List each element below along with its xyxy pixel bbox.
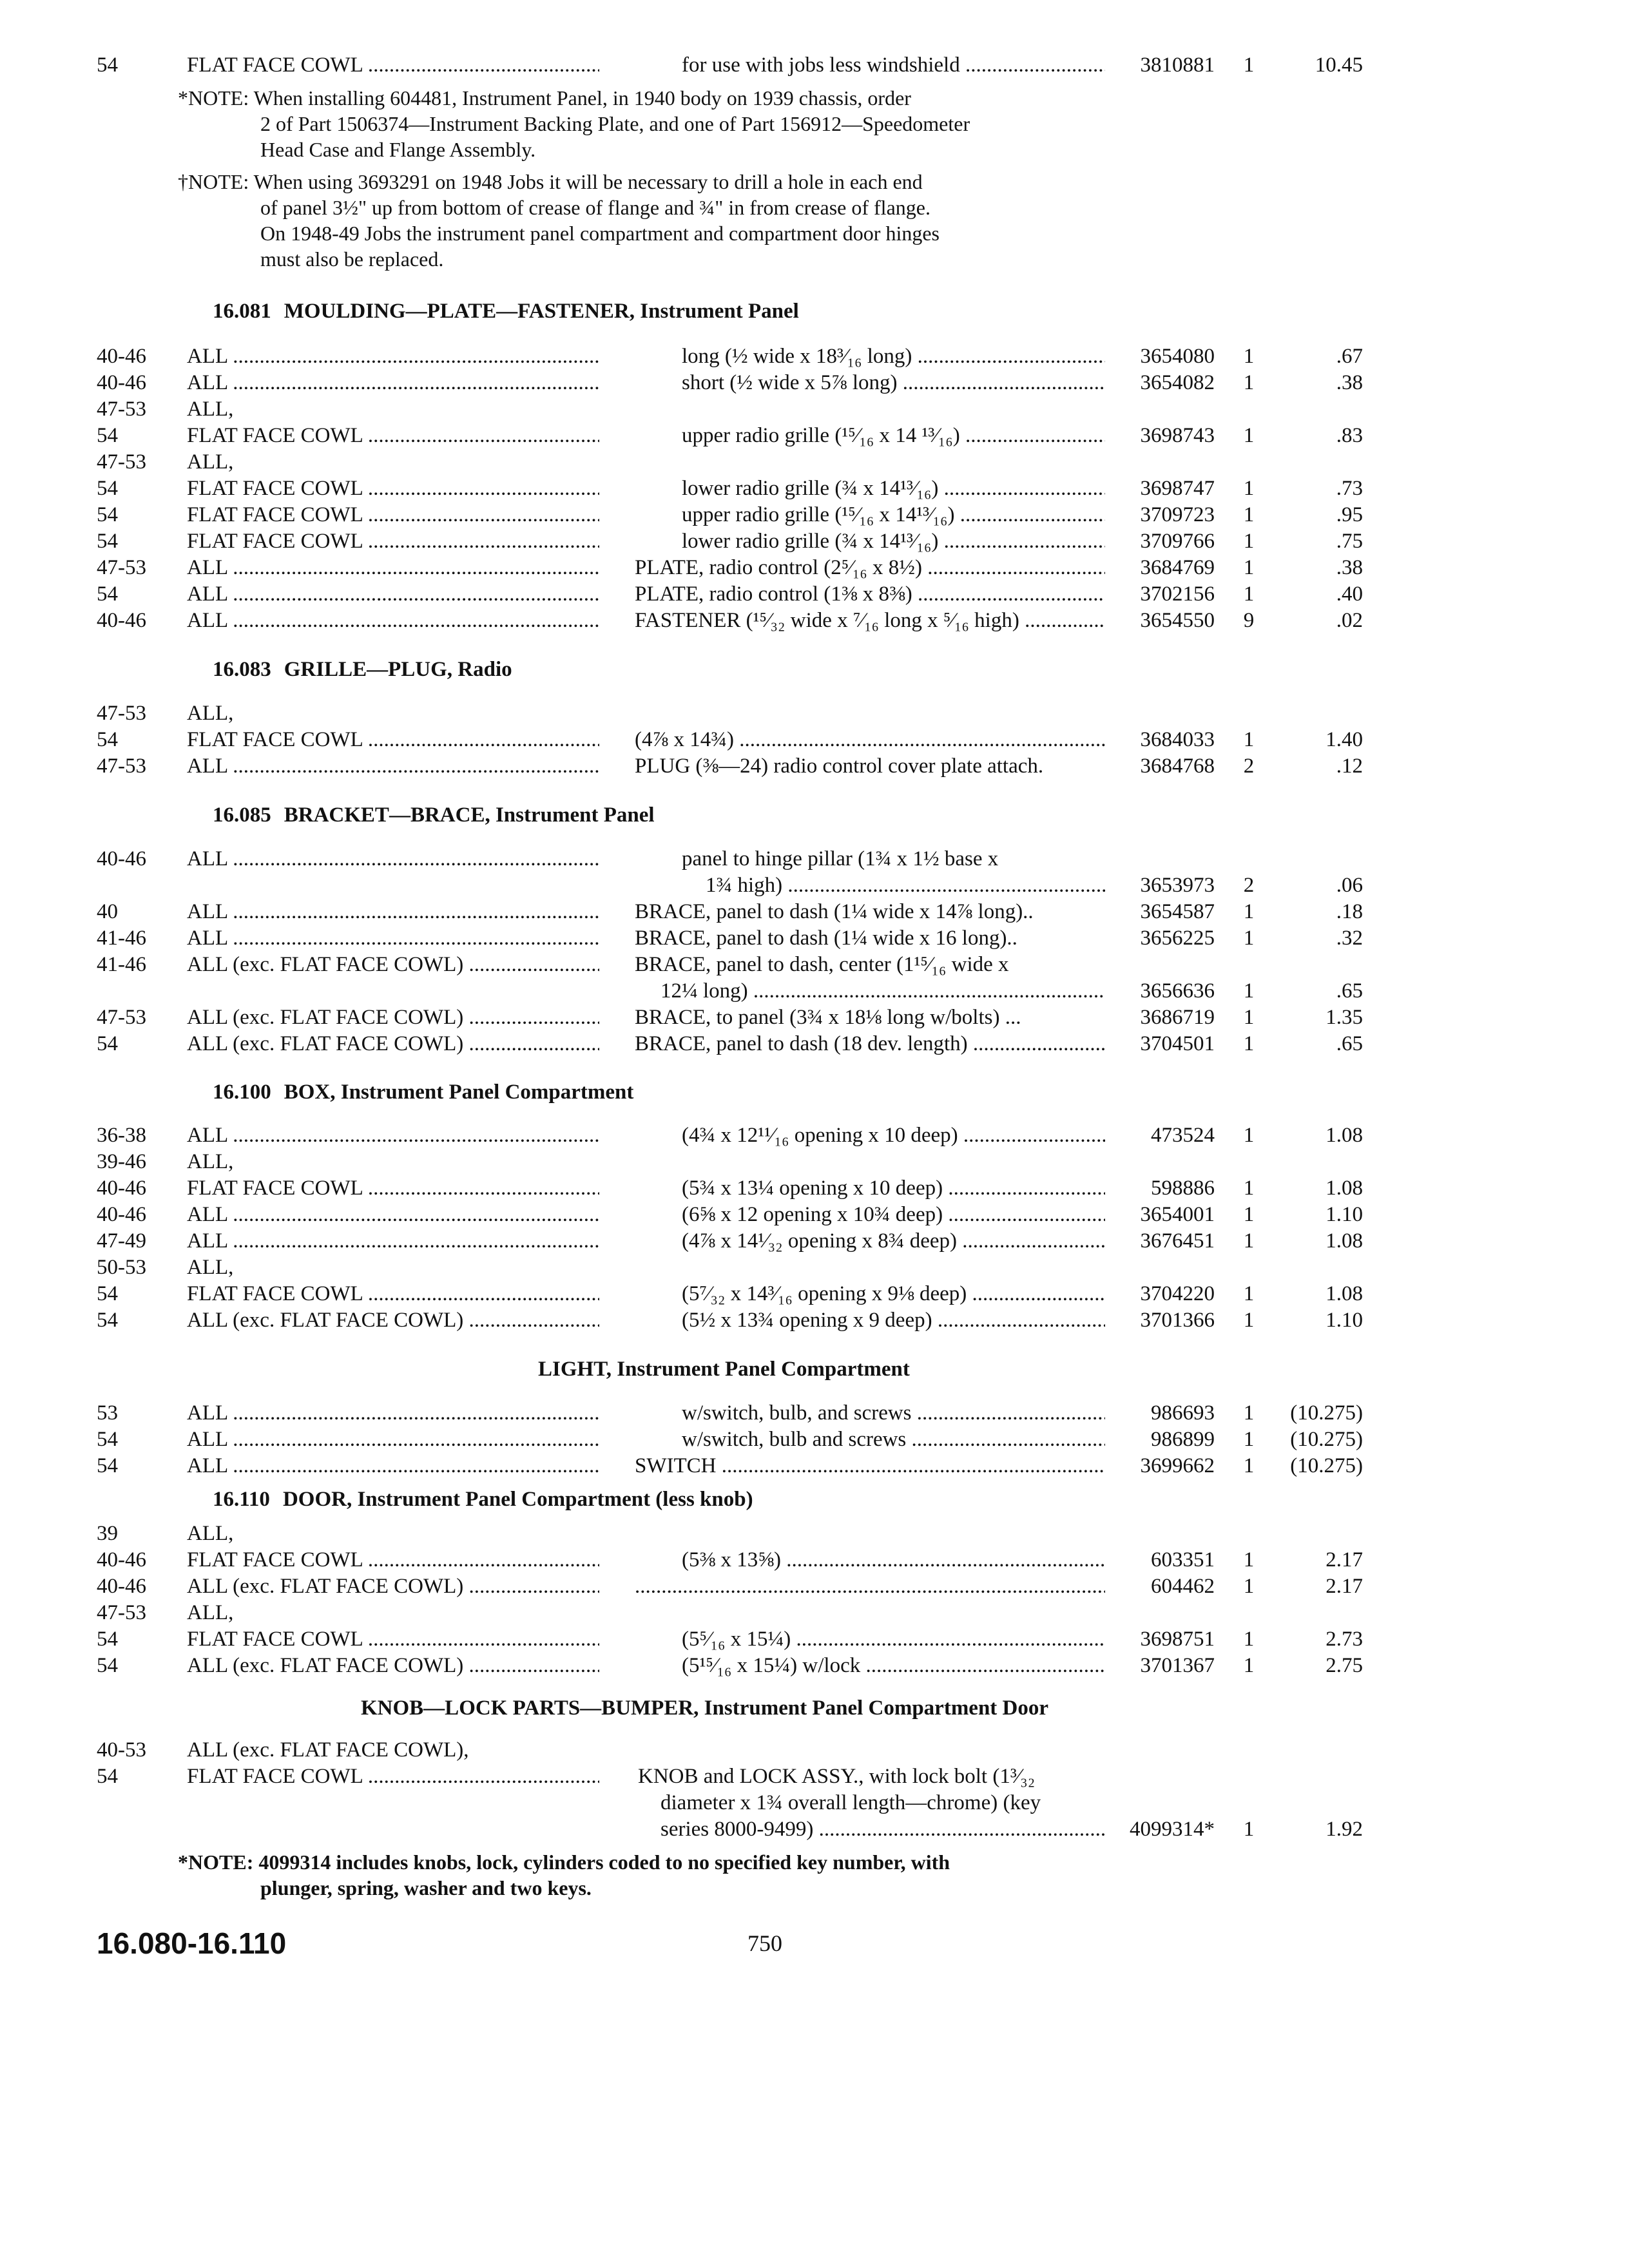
- part-number-cell: 603351: [1151, 1548, 1215, 1571]
- year-cell: 54: [97, 1032, 118, 1055]
- part-row: [0, 1148, 1629, 1175]
- year-cell: 39: [97, 1522, 118, 1545]
- description-cell: PLATE, radio control (2⁵⁄₁₆ x 8½) .....: [635, 554, 1105, 581]
- description-cell: (5¾ x 13¼ opening x 10 deep) .....: [682, 1175, 1105, 1202]
- price-cell: .06: [1336, 874, 1363, 897]
- quantity-cell: 1: [1243, 1428, 1255, 1451]
- drilling-note: [178, 169, 1119, 272]
- part-number-cell: 3699662: [1140, 1454, 1215, 1477]
- year-cell: 47-53: [97, 702, 146, 725]
- applies-cell: ALL,: [187, 1256, 234, 1279]
- year-cell: 54: [97, 424, 118, 447]
- part-row: [0, 501, 1629, 528]
- part-row: [0, 1816, 1629, 1843]
- part-number-cell: 986693: [1151, 1401, 1215, 1425]
- part-row: [0, 1736, 1629, 1763]
- applies-cell: ALL (exc. FLAT FACE COWL) .....: [187, 1573, 599, 1600]
- part-row: [0, 872, 1629, 899]
- price-cell: .38: [1336, 556, 1363, 579]
- price-cell: .95: [1336, 503, 1363, 526]
- year-cell: 54: [97, 1654, 118, 1677]
- price-cell: (10.275): [1290, 1428, 1363, 1451]
- price-cell: 1.08: [1325, 1177, 1363, 1200]
- part-row: [0, 951, 1629, 978]
- part-row: [0, 845, 1629, 872]
- part-row: [0, 700, 1629, 727]
- price-cell: .67: [1336, 345, 1363, 368]
- quantity-cell: 9: [1243, 609, 1255, 632]
- year-cell: 54: [97, 728, 118, 751]
- quantity-cell: 1: [1243, 1628, 1255, 1651]
- description-cell: series 8000-9499) .....: [660, 1816, 1105, 1843]
- price-cell: 1.08: [1325, 1282, 1363, 1305]
- year-cell: 54: [97, 1454, 118, 1477]
- part-row: [0, 977, 1629, 1004]
- part-number-cell: 3686719: [1140, 1006, 1215, 1029]
- applies-cell: ALL .....: [187, 845, 599, 872]
- description-cell: BRACE, panel to dash, center (1¹⁵⁄₁₆ wide x: [635, 953, 1009, 976]
- section-number: 16.083: [213, 658, 271, 681]
- section-number: 16.100: [213, 1081, 271, 1104]
- price-cell: .18: [1336, 900, 1363, 923]
- part-row: [0, 726, 1629, 753]
- price-cell: 2.75: [1325, 1654, 1363, 1677]
- price-cell: .12: [1336, 754, 1363, 778]
- part-row: [0, 1573, 1629, 1600]
- part-number-cell: 3704220: [1140, 1282, 1215, 1305]
- year-cell: 53: [97, 1401, 118, 1425]
- price-cell: (10.275): [1290, 1401, 1363, 1425]
- note-line: plunger, spring, washer and two keys.: [260, 1876, 592, 1899]
- quantity-cell: 1: [1243, 556, 1255, 579]
- quantity-cell: 1: [1243, 979, 1255, 1003]
- description-cell: upper radio grille (¹⁵⁄₁₆ x 14¹³⁄₁₆) .....: [682, 501, 1105, 528]
- quantity-cell: 1: [1243, 1401, 1255, 1425]
- year-cell: 36-38: [97, 1124, 146, 1147]
- applies-cell: ALL .....: [187, 1201, 599, 1228]
- price-cell: 10.45: [1315, 53, 1363, 77]
- year-cell: 54: [97, 477, 118, 500]
- part-row: [0, 1122, 1629, 1149]
- part-number-cell: 3684033: [1140, 728, 1215, 751]
- part-row: [0, 1254, 1629, 1281]
- year-cell: 40-53: [97, 1738, 146, 1762]
- description-cell: (4¾ x 12¹¹⁄₁₆ opening x 10 deep) .....: [682, 1122, 1105, 1149]
- part-number-cell: 3656636: [1140, 979, 1215, 1003]
- quantity-cell: 1: [1243, 1124, 1255, 1147]
- section-range: 16.080-16.110: [97, 1927, 287, 1960]
- part-row: [0, 369, 1629, 396]
- quantity-cell: 2: [1243, 754, 1255, 778]
- price-cell: .40: [1336, 582, 1363, 606]
- installation-note: [178, 85, 1119, 162]
- description-cell: BRACE, to panel (3¾ x 18⅛ long w/bolts) ...: [635, 1006, 1021, 1029]
- description-cell: (6⅝ x 12 opening x 10¾ deep) .....: [682, 1201, 1105, 1228]
- quantity-cell: 1: [1243, 1309, 1255, 1332]
- part-number-cell: 3654080: [1140, 345, 1215, 368]
- price-cell: 2.17: [1325, 1575, 1363, 1598]
- quantity-cell: 1: [1243, 371, 1255, 394]
- year-cell: 47-53: [97, 1601, 146, 1624]
- part-row: [0, 1307, 1629, 1334]
- part-number-cell: 3701366: [1140, 1309, 1215, 1332]
- applies-cell: ALL .....: [187, 1452, 599, 1479]
- section-title: KNOB—LOCK PARTS—BUMPER, Instrument Panel Compartment Door: [361, 1696, 1049, 1720]
- year-cell: 40-46: [97, 371, 146, 394]
- year-cell: 40-46: [97, 847, 146, 870]
- part-row: [0, 1452, 1629, 1479]
- quantity-cell: 1: [1243, 1548, 1255, 1571]
- note-line: *NOTE: 4099314 includes knobs, lock, cylinders coded to no specified key number, with: [178, 1850, 950, 1874]
- note-line: *NOTE: When installing 604481, Instrument Panel, in 1940 body on 1939 chassis, order: [178, 86, 911, 110]
- year-cell: 54: [97, 1309, 118, 1332]
- part-number-cell: 4099314*: [1130, 1818, 1215, 1841]
- description-cell: PLUG (⅜—24) radio control cover plate attach.: [635, 754, 1044, 778]
- applies-cell: ALL .....: [187, 1227, 599, 1254]
- description-cell: short (½ wide x 5⅞ long) .....: [682, 369, 1105, 396]
- year-cell: 47-53: [97, 754, 146, 778]
- price-cell: .02: [1336, 609, 1363, 632]
- part-row: [0, 1280, 1629, 1307]
- description-cell: BRACE, panel to dash (1¼ wide x 14⅞ long)..: [635, 900, 1034, 923]
- section-title: MOULDING—PLATE—FASTENER, Instrument Panel: [284, 300, 799, 323]
- part-number-cell: 598886: [1151, 1177, 1215, 1200]
- applies-cell: FLAT FACE COWL .....: [187, 1175, 599, 1202]
- applies-cell: ALL,: [187, 702, 234, 725]
- year-cell: 54: [97, 1428, 118, 1451]
- quantity-cell: 1: [1243, 345, 1255, 368]
- part-row: [0, 343, 1629, 370]
- section-heading: [213, 1486, 753, 1513]
- description-cell: BRACE, panel to dash (1¼ wide x 16 long)..: [635, 927, 1017, 950]
- part-number-cell: 3654587: [1140, 900, 1215, 923]
- price-cell: .32: [1336, 927, 1363, 950]
- applies-cell: FLAT FACE COWL .....: [187, 1763, 599, 1790]
- year-cell: 47-53: [97, 556, 146, 579]
- applies-cell: ALL,: [187, 1522, 234, 1545]
- quantity-cell: 1: [1243, 1203, 1255, 1226]
- quantity-cell: 1: [1243, 1229, 1255, 1253]
- applies-cell: ALL,: [187, 1601, 234, 1624]
- quantity-cell: 1: [1243, 1818, 1255, 1841]
- part-row: [0, 1175, 1629, 1202]
- description-cell: [635, 1573, 1105, 1600]
- quantity-cell: 1: [1243, 424, 1255, 447]
- part-row: [0, 448, 1629, 476]
- note-line: must also be replaced.: [260, 247, 444, 271]
- quantity-cell: 1: [1243, 900, 1255, 923]
- applies-cell: FLAT FACE COWL .....: [187, 528, 599, 555]
- section-title: BOX, Instrument Panel Compartment: [284, 1081, 634, 1104]
- part-number-cell: 3709766: [1140, 530, 1215, 553]
- description-cell: 12¼ long) .....: [660, 977, 1105, 1004]
- description-cell: (5⅜ x 13⅝) .....: [682, 1546, 1105, 1573]
- applies-cell: FLAT FACE COWL .....: [187, 475, 599, 502]
- part-row: [0, 1399, 1629, 1427]
- year-cell: 54: [97, 1628, 118, 1651]
- quantity-cell: 1: [1243, 503, 1255, 526]
- applies-cell: ALL .....: [187, 898, 599, 925]
- quantity-cell: 1: [1243, 530, 1255, 553]
- part-row: [0, 1426, 1629, 1453]
- part-number-cell: 3810881: [1140, 53, 1215, 77]
- price-cell: 1.40: [1325, 728, 1363, 751]
- part-number-cell: 3702156: [1140, 582, 1215, 606]
- section-title: LIGHT, Instrument Panel Compartment: [538, 1358, 910, 1381]
- year-cell: 47-49: [97, 1229, 146, 1253]
- applies-cell: ALL (exc. FLAT FACE COWL) .....: [187, 951, 599, 978]
- quantity-cell: 1: [1243, 477, 1255, 500]
- applies-cell: ALL .....: [187, 607, 599, 634]
- section-heading: [213, 656, 512, 683]
- applies-cell: ALL .....: [187, 925, 599, 952]
- year-cell: 40-46: [97, 1548, 146, 1571]
- applies-cell: ALL .....: [187, 581, 599, 608]
- note-line: of panel 3½" up from bottom of crease of flange and ¾" in from crease of flange.: [260, 196, 930, 219]
- section-title: DOOR, Instrument Panel Compartment (less knob): [282, 1488, 753, 1511]
- section-number: 16.081: [213, 300, 271, 323]
- description-cell: (5⁵⁄₁₆ x 15¼) .....: [682, 1626, 1105, 1653]
- description-cell: FASTENER (¹⁵⁄₃₂ wide x ⁷⁄₁₆ long x ⁵⁄₁₆ high) .....: [635, 607, 1105, 634]
- part-number-cell: 3656225: [1140, 927, 1215, 950]
- description-cell: 1¾ high) .....: [706, 872, 1105, 899]
- part-number-cell: 3709723: [1140, 503, 1215, 526]
- part-row: [0, 1789, 1629, 1816]
- part-row: [0, 1030, 1629, 1057]
- description-cell: for use with jobs less windshield .....: [682, 52, 1105, 79]
- price-cell: 1.10: [1325, 1203, 1363, 1226]
- part-row: [0, 52, 1629, 79]
- price-cell: .75: [1336, 530, 1363, 553]
- year-cell: 40: [97, 900, 118, 923]
- part-number-cell: 3654550: [1140, 609, 1215, 632]
- applies-cell: ALL .....: [187, 753, 599, 780]
- quantity-cell: 1: [1243, 728, 1255, 751]
- description-cell: (5⁷⁄₃₂ x 14³⁄₁₆ opening x 9⅛ deep) .....: [682, 1280, 1105, 1307]
- applies-cell: ALL (exc. FLAT FACE COWL) .....: [187, 1030, 599, 1057]
- year-cell: 40-46: [97, 1177, 146, 1200]
- price-cell: 1.35: [1325, 1006, 1363, 1029]
- description-cell: (4⅞ x 14¹⁄₃₂ opening x 8¾ deep) .....: [682, 1227, 1105, 1254]
- key-note: [178, 1849, 950, 1901]
- description-cell: SWITCH .....: [635, 1452, 1105, 1479]
- year-cell: 47-53: [97, 450, 146, 474]
- applies-cell: FLAT FACE COWL .....: [187, 52, 599, 79]
- applies-cell: ALL,: [187, 450, 234, 474]
- quantity-cell: 1: [1243, 1006, 1255, 1029]
- applies-cell: ALL (exc. FLAT FACE COWL),: [187, 1738, 469, 1762]
- year-cell: 41-46: [97, 927, 146, 950]
- description-cell: w/switch, bulb and screws .....: [682, 1426, 1105, 1453]
- description-cell: lower radio grille (¾ x 14¹³⁄₁₆) .....: [682, 528, 1105, 555]
- part-number-cell: 3698747: [1140, 477, 1215, 500]
- description-cell: w/switch, bulb, and screws .....: [682, 1399, 1105, 1427]
- note-line: †NOTE: When using 3693291 on 1948 Jobs it will be necessary to drill a hole in each end: [178, 170, 923, 193]
- section-heading: [213, 1079, 633, 1106]
- part-number-cell: 473524: [1151, 1124, 1215, 1147]
- applies-cell: ALL .....: [187, 1426, 599, 1453]
- price-cell: 2.17: [1325, 1548, 1363, 1571]
- note-line: 2 of Part 1506374—Instrument Backing Plate, and one of Part 156912—Speedometer: [260, 112, 970, 135]
- quantity-cell: 1: [1243, 1654, 1255, 1677]
- section-heading: [213, 298, 799, 325]
- applies-cell: ALL,: [187, 1150, 234, 1173]
- year-cell: 54: [97, 1282, 118, 1305]
- price-cell: 1.92: [1325, 1818, 1363, 1841]
- note-line: On 1948-49 Jobs the instrument panel compartment and compartment door hinges: [260, 222, 940, 245]
- applies-cell: FLAT FACE COWL .....: [187, 1626, 599, 1653]
- note-line: Head Case and Flange Assembly.: [260, 138, 536, 161]
- section-heading: [213, 802, 655, 829]
- part-row: [0, 925, 1629, 952]
- part-row: [0, 396, 1629, 423]
- part-row: [0, 1201, 1629, 1228]
- applies-cell: FLAT FACE COWL .....: [187, 422, 599, 449]
- description-cell: diameter x 1¾ overall length—chrome) (key: [660, 1791, 1041, 1814]
- description-cell: (5¹⁵⁄₁₆ x 15¼) w/lock .....: [682, 1652, 1105, 1679]
- year-cell: 50-53: [97, 1256, 146, 1279]
- applies-cell: ALL .....: [187, 554, 599, 581]
- applies-cell: ALL,: [187, 398, 234, 421]
- price-cell: .73: [1336, 477, 1363, 500]
- description-cell: BRACE, panel to dash (18 dev. length) .....: [635, 1030, 1105, 1057]
- part-row: [0, 1763, 1629, 1790]
- quantity-cell: 1: [1243, 1032, 1255, 1055]
- part-row: [0, 1520, 1629, 1547]
- year-cell: 47-53: [97, 398, 146, 421]
- description-cell: KNOB and LOCK ASSY., with lock bolt (1³⁄₃₂: [638, 1765, 1036, 1788]
- part-row: [0, 581, 1629, 608]
- year-cell: 40-46: [97, 1203, 146, 1226]
- applies-cell: ALL .....: [187, 1399, 599, 1427]
- description-cell: (5½ x 13¾ opening x 9 deep) .....: [682, 1307, 1105, 1334]
- part-row: [0, 1626, 1629, 1653]
- price-cell: 1.10: [1325, 1309, 1363, 1332]
- part-number-cell: 3704501: [1140, 1032, 1215, 1055]
- part-row: [0, 898, 1629, 925]
- part-row: [0, 1652, 1629, 1679]
- part-row: [0, 554, 1629, 581]
- section-title: GRILLE—PLUG, Radio: [284, 658, 512, 681]
- year-cell: 47-53: [97, 1006, 146, 1029]
- year-cell: 39-46: [97, 1150, 146, 1173]
- applies-cell: ALL .....: [187, 1122, 599, 1149]
- applies-cell: ALL (exc. FLAT FACE COWL) .....: [187, 1307, 599, 1334]
- applies-cell: ALL .....: [187, 369, 599, 396]
- description-cell: upper radio grille (¹⁵⁄₁₆ x 14 ¹³⁄₁₆) .....: [682, 422, 1105, 449]
- part-row: [0, 1004, 1629, 1031]
- description-cell: long (½ wide x 18³⁄₁₆ long) .....: [682, 343, 1105, 370]
- part-number-cell: 604462: [1151, 1575, 1215, 1598]
- description-cell: lower radio grille (¾ x 14¹³⁄₁₆) .....: [682, 475, 1105, 502]
- section-number: 16.110: [213, 1488, 270, 1511]
- part-number-cell: 3698751: [1140, 1628, 1215, 1651]
- year-cell: 54: [97, 582, 118, 606]
- page-number: 750: [747, 1930, 782, 1956]
- price-cell: .65: [1336, 1032, 1363, 1055]
- quantity-cell: 1: [1243, 927, 1255, 950]
- section-number: 16.085: [213, 803, 271, 827]
- description-cell: PLATE, radio control (1⅜ x 8⅜) .....: [635, 581, 1105, 608]
- applies-cell: FLAT FACE COWL .....: [187, 1280, 599, 1307]
- part-number-cell: 3654001: [1140, 1203, 1215, 1226]
- price-cell: 1.08: [1325, 1124, 1363, 1147]
- part-number-cell: 3676451: [1140, 1229, 1215, 1253]
- quantity-cell: 1: [1243, 53, 1255, 77]
- part-number-cell: 3701367: [1140, 1654, 1215, 1677]
- quantity-cell: 1: [1243, 1177, 1255, 1200]
- part-row: [0, 1599, 1629, 1626]
- quantity-cell: 1: [1243, 1454, 1255, 1477]
- applies-cell: ALL (exc. FLAT FACE COWL) .....: [187, 1652, 599, 1679]
- applies-cell: FLAT FACE COWL .....: [187, 1546, 599, 1573]
- part-number-cell: 3684768: [1140, 754, 1215, 778]
- part-row: [0, 607, 1629, 634]
- part-row: [0, 1546, 1629, 1573]
- description-cell: panel to hinge pillar (1¾ x 1½ base x: [682, 847, 999, 870]
- price-cell: 1.08: [1325, 1229, 1363, 1253]
- description-cell: (4⅞ x 14¾) .....: [635, 726, 1105, 753]
- quantity-cell: 1: [1243, 1282, 1255, 1305]
- year-cell: 54: [97, 530, 118, 553]
- part-row: [0, 1227, 1629, 1254]
- year-cell: 54: [97, 53, 118, 77]
- part-number-cell: 3684769: [1140, 556, 1215, 579]
- part-row: [0, 753, 1629, 780]
- part-number-cell: 3653973: [1140, 874, 1215, 897]
- quantity-cell: 1: [1243, 582, 1255, 606]
- price-cell: .38: [1336, 371, 1363, 394]
- applies-cell: FLAT FACE COWL .....: [187, 501, 599, 528]
- quantity-cell: 2: [1243, 874, 1255, 897]
- year-cell: 54: [97, 1765, 118, 1788]
- year-cell: 54: [97, 503, 118, 526]
- price-cell: .65: [1336, 979, 1363, 1003]
- price-cell: .83: [1336, 424, 1363, 447]
- year-cell: 41-46: [97, 953, 146, 976]
- quantity-cell: 1: [1243, 1575, 1255, 1598]
- part-row: [0, 422, 1629, 449]
- part-row: [0, 475, 1629, 502]
- year-cell: 40-46: [97, 1575, 146, 1598]
- section-heading: [361, 1695, 1048, 1722]
- part-row: [0, 528, 1629, 555]
- part-number-cell: 3654082: [1140, 371, 1215, 394]
- price-cell: (10.275): [1290, 1454, 1363, 1477]
- year-cell: 40-46: [97, 345, 146, 368]
- applies-cell: FLAT FACE COWL .....: [187, 726, 599, 753]
- year-cell: 40-46: [97, 609, 146, 632]
- part-number-cell: 986899: [1151, 1428, 1215, 1451]
- price-cell: 2.73: [1325, 1628, 1363, 1651]
- section-heading: [538, 1356, 910, 1383]
- section-title: BRACKET—BRACE, Instrument Panel: [284, 803, 655, 827]
- applies-cell: ALL (exc. FLAT FACE COWL) .....: [187, 1004, 599, 1031]
- applies-cell: ALL .....: [187, 343, 599, 370]
- part-number-cell: 3698743: [1140, 424, 1215, 447]
